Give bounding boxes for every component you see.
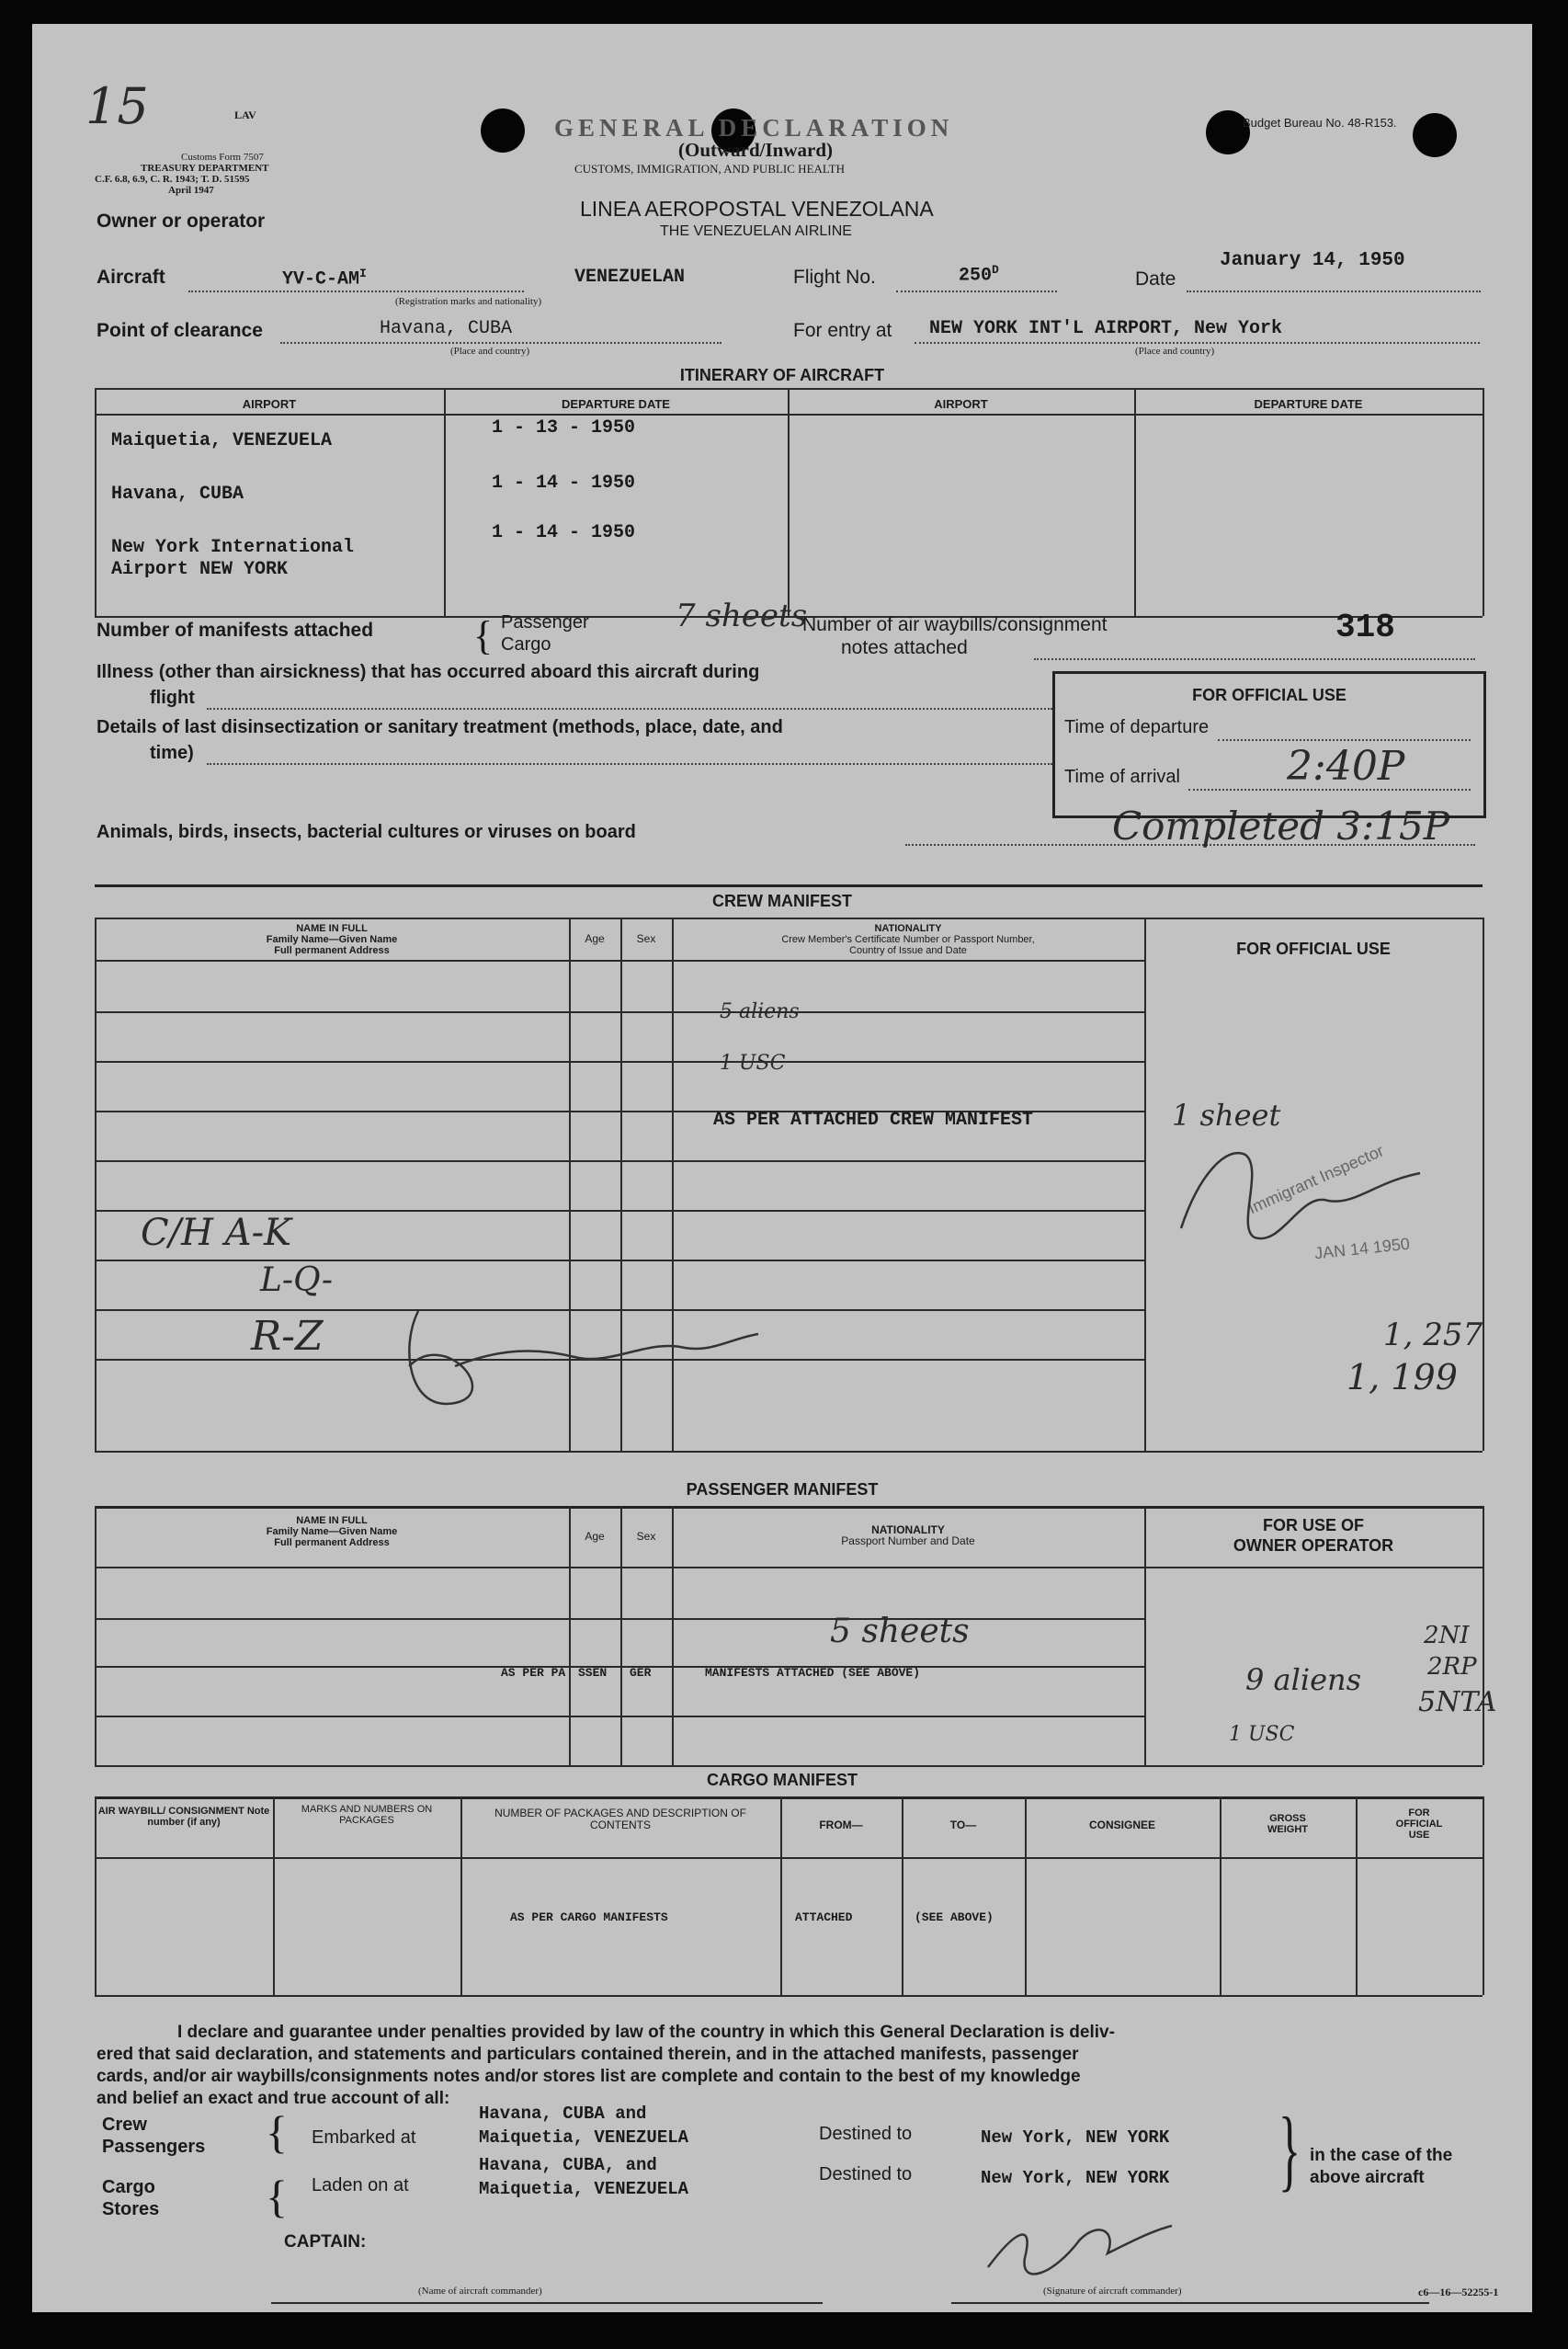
signature-caption: (Signature of aircraft commander): [1043, 2286, 1182, 2297]
crew-hand-1: C/H A-K: [141, 1212, 291, 1254]
form-number: Customs Form 7507: [181, 152, 264, 163]
pax-hand-sheets: 5 sheets: [830, 1613, 970, 1650]
manifest-passenger-hand: 7 sheets: [676, 598, 808, 634]
declaration-line4: and belief an exact and true account of all:: [97, 2089, 450, 2108]
itin-header-date: DEPARTURE DATE: [562, 397, 670, 411]
pax-typed: GER: [630, 1666, 652, 1680]
decl-cargo: Cargo: [102, 2177, 155, 2197]
decl-crew: Crew: [102, 2115, 147, 2135]
form-code: c6—16—52255-1: [1418, 2286, 1499, 2298]
itin-airport: Havana, CUBA: [111, 484, 244, 505]
official-box-title: FOR OFFICIAL USE: [1192, 686, 1346, 704]
itin-airport: New York International: [111, 537, 355, 558]
cargo-typed: ATTACHED: [795, 1910, 853, 1924]
aircraft-value: $YV-C-AM^I$: [282, 267, 367, 291]
form-subtitle2: CUSTOMS, IMMIGRATION, AND PUBLIC HEALTH: [574, 162, 845, 176]
crew-hand-num1: 1, 257: [1383, 1317, 1483, 1353]
decl-stores: Stores: [102, 2199, 160, 2219]
crew-hand-3: R-Z: [251, 1313, 324, 1360]
form-date: April 1947: [168, 185, 214, 196]
itin-airport: Maiquetia, VENEZUELA: [111, 430, 333, 451]
itin-date: 1 - 13 - 1950: [492, 417, 636, 439]
form-dept: TREASURY DEPARTMENT: [141, 163, 269, 174]
form-subtitle: (Outward/Inward): [678, 139, 834, 161]
cargo-header-packages: NUMBER OF PACKAGES AND DESCRIPTION OF CONTENTS: [494, 1807, 746, 1831]
registration-caption: (Registration marks and nationality): [395, 296, 542, 307]
pax-header-owner: FOR USE OF OWNER OPERATOR: [1233, 1516, 1394, 1555]
decl-case-2: above aircraft: [1310, 2168, 1425, 2187]
decl-laden-1: Havana, CUBA, and: [479, 2155, 657, 2175]
punch-hole: [1413, 113, 1457, 157]
disinsect-label: Details of last disinsectization or sanitary treatment (methods, place, date, and: [97, 717, 783, 737]
inspector-stamp-date: JAN 14 1950: [1313, 1234, 1411, 1263]
pax-header-sex: Sex: [636, 1530, 656, 1543]
crew-header-name: NAME IN FULL Family Name—Given Name Full permanent Address: [266, 923, 398, 956]
aircraft-label: Aircraft: [97, 267, 165, 288]
crew-header-age: Age: [585, 932, 605, 945]
pax-hand-aliens: 9 aliens: [1245, 1662, 1362, 1697]
crew-manifest-title: CREW MANIFEST: [712, 892, 852, 910]
itin-date: 1 - 14 - 1950: [492, 522, 636, 543]
captain-label: CAPTAIN:: [284, 2232, 367, 2252]
pax-typed: AS PER PA: [501, 1666, 566, 1680]
declaration-line1: I declare and guarantee under penalties provided by law of the country in which this General Declaration is deliv-: [177, 2023, 1115, 2042]
clearance-caption: (Place and country): [450, 346, 530, 357]
crew-hand-num2: 1, 199: [1346, 1357, 1458, 1397]
owner-label: Owner or operator: [97, 211, 266, 232]
crew-hand-usc: 1 USC: [720, 1052, 786, 1075]
crew-typed: AS PER ATTACHED CREW MANIFEST: [713, 1110, 1034, 1131]
declaration-line3: cards, and/or air waybills/consignments notes and/or stores list are complete and contain to the best of my knowledge: [97, 2067, 1081, 2086]
captain-signature: [970, 2203, 1190, 2304]
decl-dest-value: New York, NEW YORK: [981, 2127, 1170, 2148]
manifest-cargo-label: Cargo: [501, 634, 551, 655]
cargo-header-official: FOR OFFICIAL USE: [1395, 1807, 1443, 1841]
entry-value: NEW YORK INT'L AIRPORT, New York: [929, 318, 1283, 339]
decl-passengers: Passengers: [102, 2137, 206, 2157]
cargo-header-weight: GROSS WEIGHT: [1267, 1813, 1308, 1835]
crew-header-official: FOR OFFICIAL USE: [1236, 940, 1391, 958]
entry-label: For entry at: [793, 320, 892, 341]
crew-header-sex: Sex: [636, 932, 656, 945]
itin-header-date: DEPARTURE DATE: [1254, 397, 1363, 411]
pax-hand-2rp: 2RP: [1427, 1653, 1477, 1681]
cargo-header-waybill: AIR WAYBILL/ CONSIGNMENT Note number (if any): [97, 1806, 270, 1828]
decl-embarked-label: Embarked at: [312, 2127, 416, 2148]
flight-value: $250^D$: [959, 263, 999, 287]
decl-laden-label: Laden on at: [312, 2175, 409, 2195]
animals-hand: Completed 3:15P: [1112, 804, 1449, 849]
pax-typed: MANIFESTS ATTACHED (SEE ABOVE): [705, 1666, 921, 1680]
pax-header-name: NAME IN FULL Family Name—Given Name Full permanent Address: [266, 1515, 398, 1548]
decl-destined-label: Destined to: [819, 2164, 913, 2184]
entry-caption: (Place and country): [1135, 346, 1215, 357]
cargo-header-marks: MARKS AND NUMBERS ON PACKAGES: [301, 1804, 433, 1826]
illness-label: Illness (other than airsickness) that has occurred aboard this aircraft during: [97, 662, 760, 682]
waybills-notes-label: notes attached: [841, 637, 968, 658]
waybills-value: 318: [1335, 609, 1395, 646]
crew-hand-sheet: 1 sheet: [1172, 1098, 1281, 1133]
arrival-time-label: Time of arrival: [1064, 767, 1180, 787]
disinsect-label2: time): [150, 743, 194, 763]
official-signature: [1144, 1118, 1475, 1265]
itin-header-airport: AIRPORT: [242, 397, 297, 411]
manifest-passenger-label: Passenger: [501, 612, 589, 633]
airline-name-en: THE VENEZUELAN AIRLINE: [660, 223, 852, 239]
decl-laden-2: Maiquetia, VENEZUELA: [479, 2179, 689, 2199]
airline-name: LINEA AEROPOSTAL VENEZOLANA: [580, 197, 934, 221]
budget-number: Budget Bureau No. 48-R153.: [1243, 116, 1397, 130]
crew-hand-2: L-Q-: [260, 1261, 334, 1299]
declaration-line2: ered that said declaration, and statements and particulars contained therein, and in the attached manifests, passenger: [97, 2045, 1079, 2064]
pax-hand-2ni: 2NI: [1424, 1622, 1470, 1649]
illness-label2: flight: [150, 688, 195, 708]
punch-hole: [481, 108, 525, 153]
decl-embarked-2: Maiquetia, VENEZUELA: [479, 2127, 689, 2148]
declaration-form: 15 LAV Customs Form 7507 TREASURY DEPARTMENT C.F. 6.8, 6.9, C. R. 1943; T. D. 51595 April 1947 Owner or operator GENERAL DECLARATION (Outward/Inward) CUSTOMS, IMMIGRATION, AND PUBLIC HEALTH Budget Bureau No. 48-R153. LINEA AEROPOSTAL VENEZOLANA THE VENEZUELAN AIRLINE Aircraft $YV-C-AM^I$ VENEZUELAN (Registration marks and nationality) Flight No. $250^D$ Date January 14, 1950 Point of clearance Havana, CUBA (Place and country) For entry at NEW YORK INT'L AIRPORT, New York (Place and country) ITINERARY OF AIRCRAFT AIRPORT DEPARTURE DATE AIRPORT DEPARTURE DATE Maiquetia, VENEZUELA 1 - 13 - 1950 Havana, CUBA 1 - 14 - 1950 New York International Airport NEW YORK 1 - 14 - 1950 Number of manifests attached { Passenger Cargo 7 sheets Number of air waybills/consignment notes attached 318 Illness (other than airsickness) that has occurred aboard this aircraft during flight Details of last disinsectization or sanitary treatment (methods, place, date, and time) Animals, birds, insects, bacterial cultures or viruses on board Completed 3:15P FOR OFFICIAL USE Time of departure Time of arrival 2:40P CREW MANIFEST NAME IN FULL Family Name—Given Name Full permanent Address Age Sex NATIONALITY Crew Member's Certificate Number or Passport Number, Country of Issue and Date FOR OFFICIAL USE 5 aliens 1 USC AS PER ATTACHED CREW MANIFEST 1 sheet C/H A-K L-Q- R-Z 1, 257 1, 199 Immigrant Inspector JAN 14 1950 PASSENGER MANIFEST NAME IN FULL Family Name—Given Name Full permanent Address Age Sex NATIONALITY Passport Number and Date FOR USE OF OWNER OPERATOR 5 sheets AS PER PA SSEN GER MANIFESTS ATTACHED (SEE ABOVE) 2NI 2RP 9 aliens 5NTA 1 USC CARGO MANIFEST AIR WAYBILL/ CONSIGNMENT Note number (if any) MARKS AND NUMBERS ON PACKAGES NUMBER OF PACKAGES AND DESCRIPTION OF CONTENTS FROM— TO— CONSIGNEE GROSS WEIGHT FOR OFFICIAL USE AS PER CARGO MANIFESTS ATTACHED (SEE ABOVE) I declare and guarantee under penalties provided by law of the country in which this General Declaration is deliv- ered that said declaration, and statements and particulars contained therein, and in the attached manifests, passenger cards, and/or air waybills/consignments notes and/or stores list are complete and contain to the best of my knowledge and belief an exact and true account of all: Crew Passengers Cargo Stores { { Embarked at Laden on at Havana, CUBA and Maiquetia, VENEZUELA Havana, CUBA, and Maiquetia, VENEZUELA Destined to Destined to New York, NEW YORK New York, NEW YORK } in the case of the above aircraft CAPTAIN: (Name of aircraft commander) (Signature of aircraft commander) c6—16—52255-1: [32, 24, 1532, 2312]
itinerary-title: ITINERARY OF AIRCRAFT: [679, 366, 885, 384]
inspector-stamp: Immigrant Inspector: [1245, 1141, 1387, 1218]
cargo-header-to: TO—: [949, 1819, 977, 1831]
animals-label: Animals, birds, insects, bacterial cultures or viruses on board: [97, 822, 636, 842]
manifests-label: Number of manifests attached: [97, 620, 374, 641]
departure-time-label: Time of departure: [1064, 717, 1210, 737]
decl-embarked-1: Havana, CUBA and: [479, 2104, 647, 2124]
date-label: Date: [1135, 268, 1176, 290]
form-cfr: C.F. 6.8, 6.9, C. R. 1943; T. D. 51595: [95, 174, 250, 185]
itin-date: 1 - 14 - 1950: [492, 473, 636, 494]
cargo-manifest-title: CARGO MANIFEST: [707, 1771, 858, 1789]
cargo-typed: AS PER CARGO MANIFESTS: [510, 1910, 668, 1924]
cargo-header-from: FROM—: [819, 1819, 863, 1831]
arrival-time-hand: 2:40P: [1287, 743, 1405, 790]
pax-hand-usc: 1 USC: [1229, 1723, 1295, 1746]
clearance-label: Point of clearance: [97, 320, 263, 341]
clearance-value: Havana, CUBA: [380, 318, 513, 339]
captain-caption: (Name of aircraft commander): [418, 2286, 542, 2297]
nationality-value: VENEZUELAN: [574, 267, 686, 288]
crew-hand-aliens: 5 aliens: [720, 1000, 800, 1023]
corner-mark: 15: [85, 77, 149, 135]
decl-dest-value: New York, NEW YORK: [981, 2168, 1170, 2188]
crew-header-nationality: NATIONALITY Crew Member's Certificate Number or Passport Number, Country of Issue and Date: [781, 923, 1035, 956]
itin-airport-line2: Airport NEW YORK: [111, 559, 289, 580]
decl-case-1: in the case of the: [1310, 2146, 1453, 2165]
pax-hand-5nta: 5NTA: [1418, 1686, 1497, 1718]
pax-typed: SSEN: [578, 1666, 608, 1680]
cargo-typed: (SEE ABOVE): [915, 1910, 994, 1924]
form-lav: LAV: [234, 108, 256, 121]
passenger-manifest-title: PASSENGER MANIFEST: [686, 1480, 879, 1499]
crew-signature: [391, 1293, 777, 1440]
flight-label: Flight No.: [793, 267, 876, 288]
date-value: January 14, 1950: [1220, 250, 1405, 271]
pax-header-age: Age: [585, 1530, 605, 1543]
cargo-header-consignee: CONSIGNEE: [1088, 1819, 1155, 1831]
waybills-label: Number of air waybills/consignment: [802, 614, 1108, 635]
pax-header-nationality: NATIONALITY Passport Number and Date: [841, 1523, 975, 1547]
itin-header-airport: AIRPORT: [934, 397, 988, 411]
decl-destined-label: Destined to: [819, 2124, 913, 2144]
form-title: GENERAL DECLARATION: [554, 114, 954, 142]
